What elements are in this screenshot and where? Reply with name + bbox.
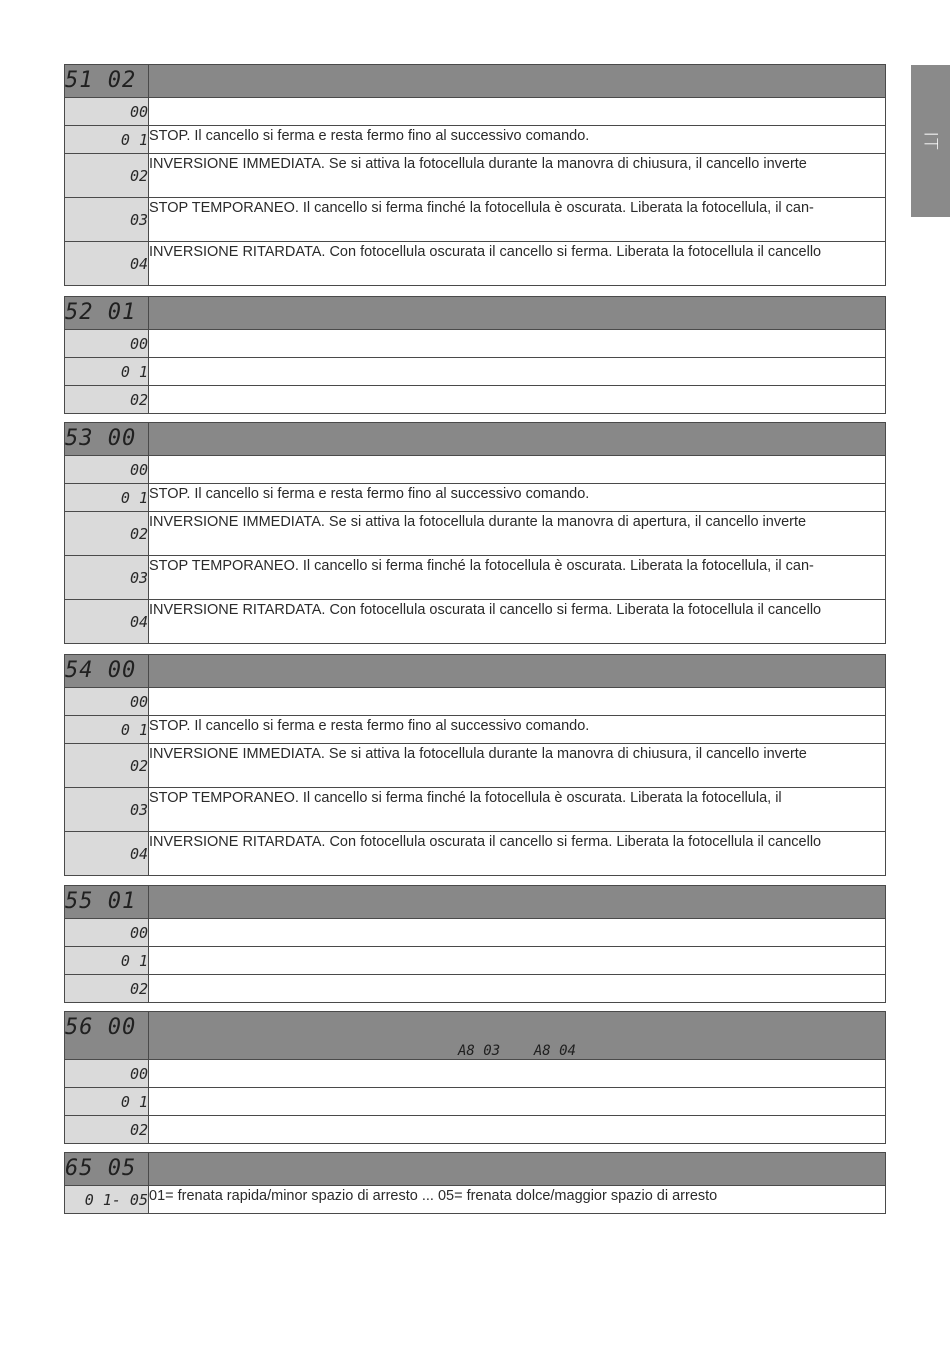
table-row — [65, 832, 886, 876]
param-table-51 — [64, 64, 886, 286]
table-row — [65, 1060, 886, 1088]
param-table-56 — [64, 1011, 886, 1144]
option-desc — [149, 456, 886, 484]
option-code: 0 1 — [65, 947, 149, 975]
option-code: 03 — [65, 198, 149, 242]
param-header — [149, 423, 886, 456]
option-code: 04 — [65, 600, 149, 644]
option-code: 04 — [65, 242, 149, 286]
option-desc — [149, 1060, 886, 1088]
option-code: 03 — [65, 788, 149, 832]
option-desc — [149, 688, 886, 716]
table-row — [65, 788, 886, 832]
table-row — [65, 1116, 886, 1144]
table-row — [65, 1186, 886, 1214]
option-code: 0 1 — [65, 484, 149, 512]
option-desc: STOP TEMPORANEO. Il cancello si ferma finché la fotocellula è oscurata. Liberata la fotocellula, il can- — [149, 556, 886, 600]
param-code: 51 02 — [65, 65, 149, 98]
option-desc: INVERSIONE RITARDATA. Con fotocellula oscurata il cancello si ferma. Liberata la fotocellula il cancello — [149, 832, 886, 876]
table-row — [65, 456, 886, 484]
table-row — [65, 198, 886, 242]
param-table-55 — [64, 885, 886, 1003]
table-row — [65, 688, 886, 716]
option-code: 0 1 — [65, 358, 149, 386]
option-code: 02 — [65, 744, 149, 788]
option-desc — [149, 358, 886, 386]
table-row — [65, 919, 886, 947]
param-header — [149, 297, 886, 330]
table-row — [65, 975, 886, 1003]
option-code: 00 — [65, 330, 149, 358]
option-code: 02 — [65, 975, 149, 1003]
table-row — [65, 556, 886, 600]
table-row — [65, 484, 886, 512]
option-desc: STOP TEMPORANEO. Il cancello si ferma finché la fotocellula è oscurata. Liberata la fotocellula, il — [149, 788, 886, 832]
option-desc — [149, 1116, 886, 1144]
table-row — [65, 98, 886, 126]
option-code: 0 1 — [65, 716, 149, 744]
option-desc: INVERSIONE RITARDATA. Con fotocellula oscurata il cancello si ferma. Liberata la fotocellula il cancello — [149, 600, 886, 644]
option-code: 0 1 — [65, 126, 149, 154]
option-code: 00 — [65, 1060, 149, 1088]
option-code: 02 — [65, 512, 149, 556]
option-desc: STOP. Il cancello si ferma e resta fermo fino al successivo comando. — [149, 484, 886, 512]
option-desc: INVERSIONE RITARDATA. Con fotocellula oscurata il cancello si ferma. Liberata la fotocellula il cancello — [149, 242, 886, 286]
param-code: 54 00 — [65, 655, 149, 688]
option-code: 03 — [65, 556, 149, 600]
option-desc: INVERSIONE IMMEDIATA. Se si attiva la fotocellula durante la manovra di chiusura, il cancello inverte — [149, 154, 886, 198]
param-table-54 — [64, 654, 886, 876]
param-header — [149, 1012, 886, 1060]
language-tab-label: IT — [919, 131, 942, 151]
option-desc: INVERSIONE IMMEDIATA. Se si attiva la fotocellula durante la manovra di chiusura, il cancello inverte — [149, 744, 886, 788]
option-code: 00 — [65, 688, 149, 716]
param-code: 55 01 — [65, 886, 149, 919]
table-row — [65, 358, 886, 386]
option-code: 02 — [65, 386, 149, 414]
option-code: 0 1- 05 — [65, 1186, 149, 1214]
table-row — [65, 242, 886, 286]
param-table-52 — [64, 296, 886, 414]
param-code: 56 00 — [65, 1012, 149, 1060]
option-desc — [149, 1088, 886, 1116]
table-row — [65, 126, 886, 154]
param-code: 52 01 — [65, 297, 149, 330]
table-row — [65, 330, 886, 358]
option-code: 00 — [65, 98, 149, 126]
option-desc: STOP. Il cancello si ferma e resta fermo fino al successivo comando. — [149, 126, 886, 154]
option-desc: STOP. Il cancello si ferma e resta fermo fino al successivo comando. — [149, 716, 886, 744]
table-row — [65, 744, 886, 788]
param-header-text: A8 03 A8 04 — [457, 1043, 576, 1059]
param-header — [149, 65, 886, 98]
language-tab[interactable] — [911, 65, 950, 217]
param-header — [149, 886, 886, 919]
option-desc — [149, 947, 886, 975]
param-header — [149, 1153, 886, 1186]
option-desc: INVERSIONE IMMEDIATA. Se si attiva la fotocellula durante la manovra di apertura, il cancello inverte — [149, 512, 886, 556]
table-row — [65, 386, 886, 414]
table-row — [65, 600, 886, 644]
table-row — [65, 512, 886, 556]
option-desc: 01= frenata rapida/minor spazio di arresto ... 05= frenata dolce/maggior spazio di arresto — [149, 1186, 886, 1214]
option-desc — [149, 386, 886, 414]
option-desc — [149, 330, 886, 358]
option-code: 04 — [65, 832, 149, 876]
table-row — [65, 947, 886, 975]
option-code: 02 — [65, 154, 149, 198]
option-code: 02 — [65, 1116, 149, 1144]
table-row — [65, 1088, 886, 1116]
param-code: 53 00 — [65, 423, 149, 456]
param-code: 65 05 — [65, 1153, 149, 1186]
option-desc — [149, 975, 886, 1003]
option-desc — [149, 98, 886, 126]
table-row — [65, 716, 886, 744]
option-code: 0 1 — [65, 1088, 149, 1116]
table-row — [65, 154, 886, 198]
option-desc: STOP TEMPORANEO. Il cancello si ferma finché la fotocellula è oscurata. Liberata la fotocellula, il can- — [149, 198, 886, 242]
option-desc — [149, 919, 886, 947]
option-code: 00 — [65, 456, 149, 484]
option-code: 00 — [65, 919, 149, 947]
param-table-53 — [64, 422, 886, 644]
param-header — [149, 655, 886, 688]
param-table-65 — [64, 1152, 886, 1214]
